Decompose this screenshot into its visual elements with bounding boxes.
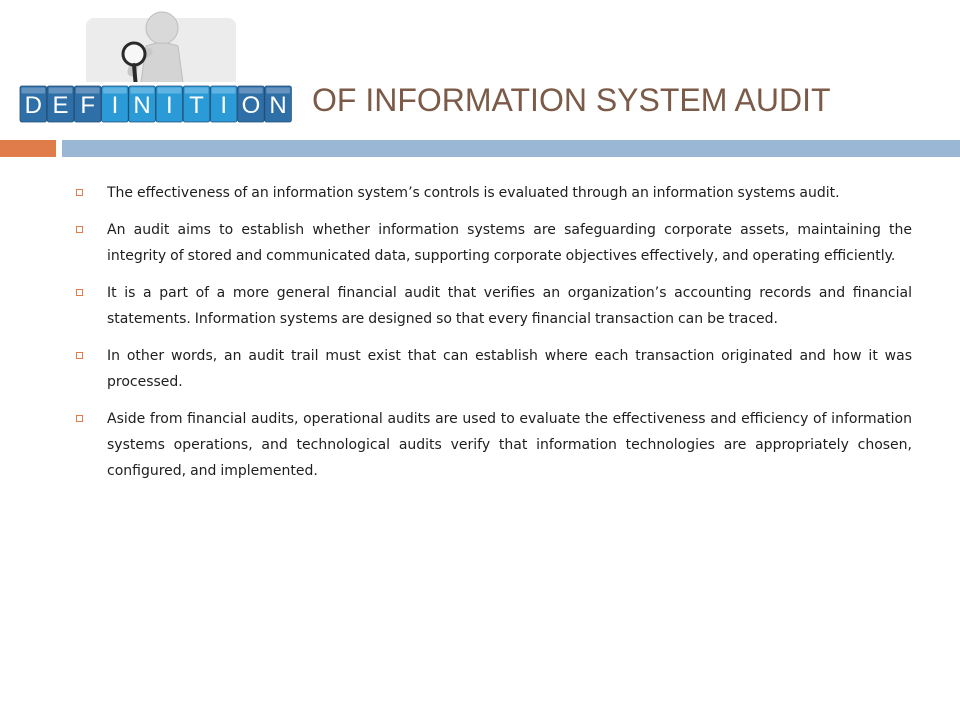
letter-block-text: I [111, 92, 119, 119]
bullet-item [76, 217, 912, 269]
bullet-text: An audit aims to establish whether information systems are safeguarding corporate assets, maintaining the integrity of stored and communicated data, supporting corporate objectives effectively, and operating efficiently. [107, 222, 912, 264]
bullet-item [76, 180, 912, 206]
letter-block-text: T [189, 92, 204, 119]
bullet-text: In other words, an audit trail must exist that can establish where each transaction originated and how it was processed. [107, 348, 912, 390]
square-bullet-icon [76, 189, 83, 196]
letter-block-text: E [52, 92, 69, 119]
letter-block-text: D [24, 92, 42, 119]
bullet-text: It is a part of a more general financial audit that verifies an organization’s accounting records and financial statements. Information systems are designed so that every financial transaction can be traced. [107, 285, 912, 327]
bullet-text: The effectiveness of an information system’s controls is evaluated through an information systems audit. [107, 185, 840, 201]
accent-bar-orange [0, 140, 56, 157]
square-bullet-icon [76, 226, 83, 233]
square-bullet-icon [76, 289, 83, 296]
bullet-text: Aside from financial audits, operational audits are used to evaluate the effectiveness and efficiency of information systems operations, and technological audits verify that information technologies are appropriately chosen, configured, and implemented. [107, 411, 912, 479]
letter-block-text: N [133, 92, 151, 119]
bullet-item [76, 280, 912, 332]
bullet-item [76, 406, 912, 484]
letter-block-text: F [80, 92, 96, 119]
square-bullet-icon [76, 415, 83, 422]
definition-illustration [16, 0, 296, 140]
definition-logo [16, 0, 296, 140]
page-title: OF INFORMATION SYSTEM AUDIT [312, 82, 831, 118]
letter-block-text: O [241, 92, 261, 119]
letter-block-text: N [269, 92, 287, 119]
bullet-item [76, 343, 912, 395]
accent-bar-blue [62, 140, 960, 157]
letter-block-text: I [220, 92, 228, 119]
letter-block-text: I [165, 92, 173, 119]
bullet-list [76, 180, 912, 495]
definition-letters [20, 86, 291, 122]
square-bullet-icon [76, 352, 83, 359]
